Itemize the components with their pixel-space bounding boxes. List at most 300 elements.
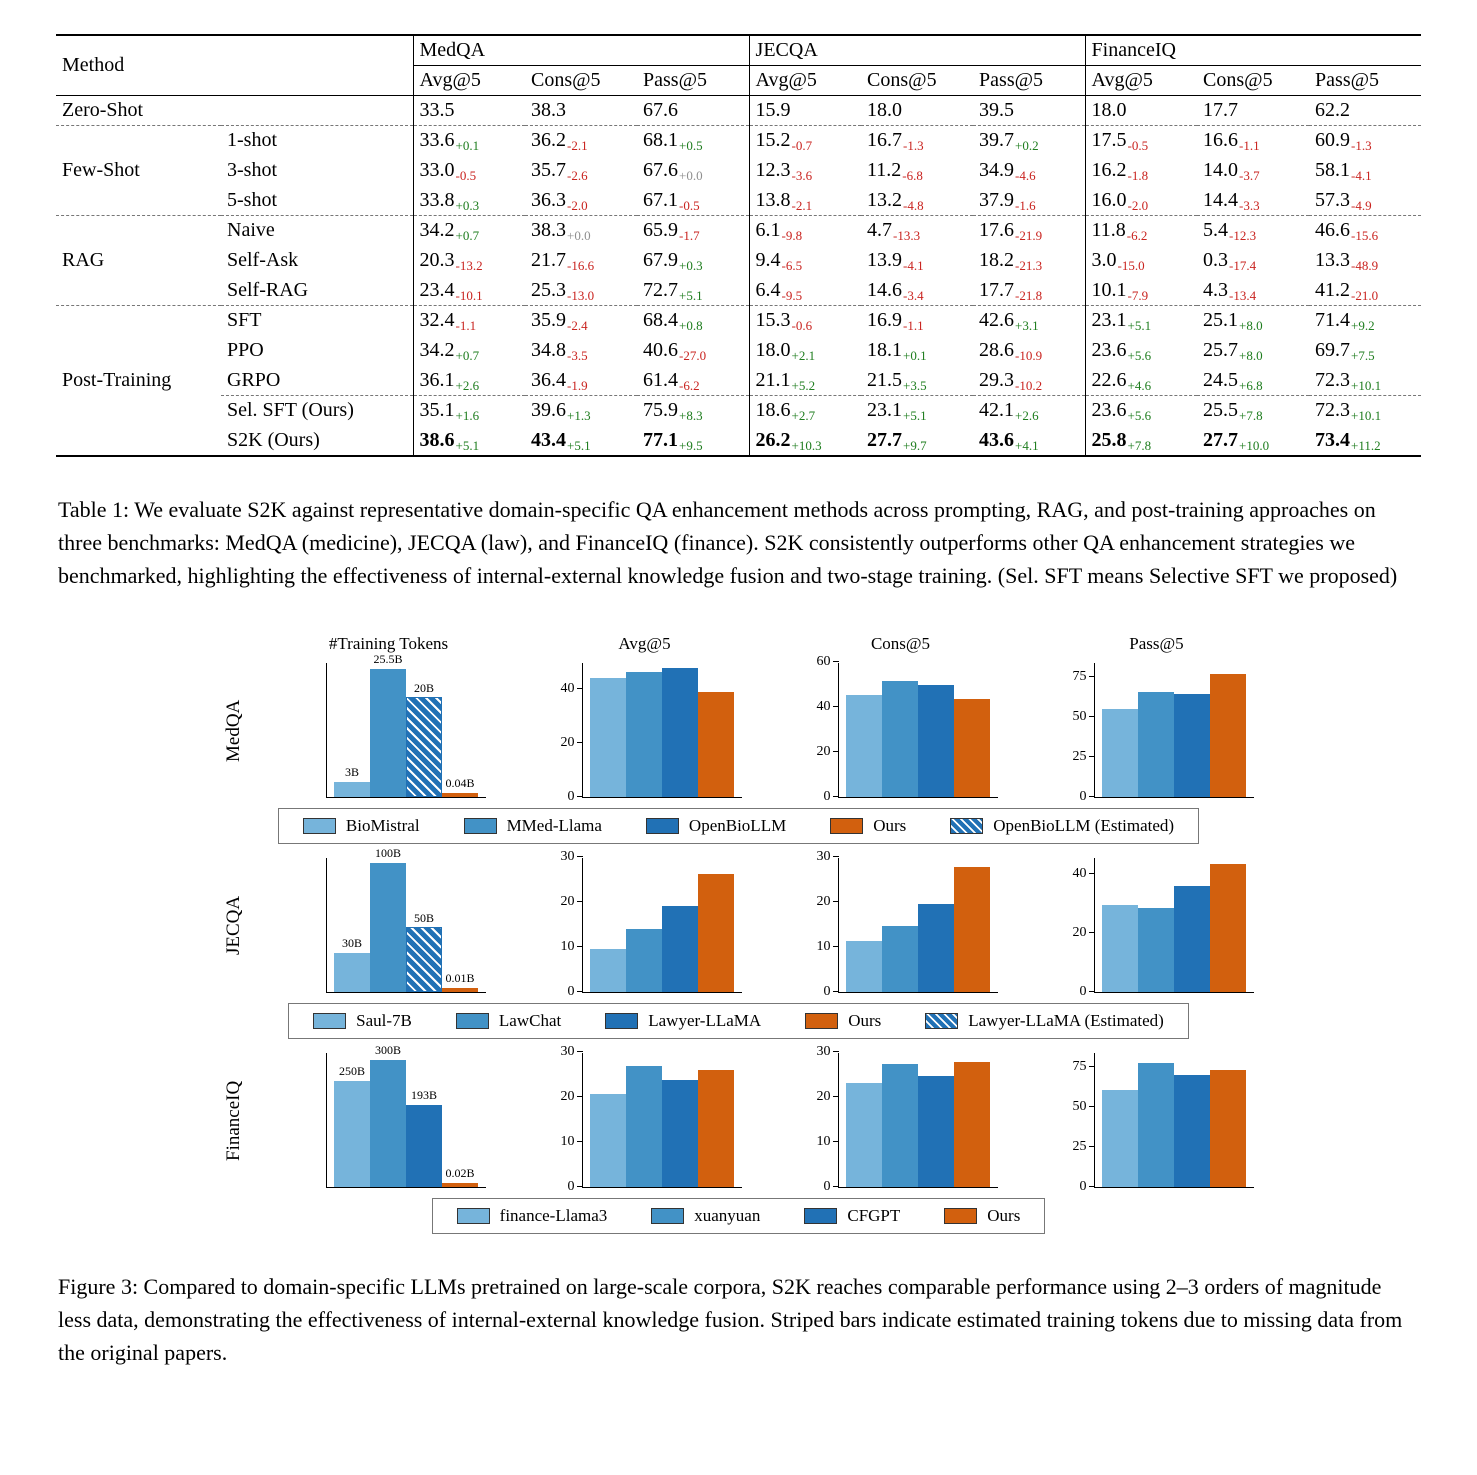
bar-xuanyuan bbox=[626, 1066, 662, 1187]
header-row-groups bbox=[56, 35, 1421, 66]
table-row bbox=[56, 306, 1421, 336]
metric-value: 4.7 bbox=[867, 219, 893, 242]
metric-delta: -1.1 bbox=[903, 318, 924, 334]
bar-mmed-llama bbox=[1138, 692, 1174, 796]
metric-cell bbox=[1309, 126, 1421, 156]
metric-delta: -6.2 bbox=[1126, 228, 1148, 244]
plot-area bbox=[816, 653, 998, 804]
legend-item bbox=[456, 1011, 561, 1031]
y-tick-label: 40 bbox=[560, 680, 575, 696]
metric-value: 25.8 bbox=[1091, 428, 1127, 451]
metric-cell bbox=[413, 306, 525, 336]
metric-cell bbox=[861, 126, 973, 156]
col-group-financeiq: FinanceIQ bbox=[1085, 35, 1421, 66]
metric-delta: -9.5 bbox=[781, 287, 803, 303]
y-tick-label: 40 bbox=[816, 698, 831, 714]
metric-value: 68.1 bbox=[643, 129, 678, 152]
metric-cell bbox=[1309, 96, 1421, 126]
metric-delta: -4.1 bbox=[903, 258, 924, 273]
metric-cell bbox=[413, 396, 525, 426]
bar-openbiollm bbox=[662, 668, 698, 796]
metric-cell bbox=[525, 336, 637, 366]
y-tick-label: 10 bbox=[560, 938, 575, 954]
metric-cell bbox=[973, 426, 1085, 456]
metric-cell bbox=[525, 246, 637, 276]
bar-lawchat bbox=[370, 845, 406, 992]
metric-cell bbox=[637, 276, 749, 306]
metric-cell bbox=[749, 306, 861, 336]
chart-row-financeiq bbox=[221, 1042, 1257, 1234]
metric-cell bbox=[413, 216, 525, 246]
bar-ours bbox=[442, 775, 478, 797]
metric-value: 24.5 bbox=[1203, 368, 1239, 391]
metric-cell bbox=[1309, 396, 1421, 426]
metric-cell bbox=[1085, 366, 1197, 396]
metric-delta: +0.7 bbox=[455, 228, 480, 244]
legend-label: OpenBioLLM bbox=[688, 815, 787, 835]
metric-cell bbox=[861, 336, 973, 366]
bar-value-label: 50B bbox=[413, 911, 435, 926]
metric-delta: -0.5 bbox=[1127, 138, 1149, 154]
metric-value: 35.1 bbox=[419, 399, 455, 422]
plot-area bbox=[816, 1043, 998, 1194]
metric-value: 26.2 bbox=[755, 428, 791, 451]
y-tick-label: 10 bbox=[816, 1133, 831, 1149]
metric-cell bbox=[973, 276, 1085, 306]
method-label: 3-shot bbox=[221, 156, 413, 186]
metric-cell bbox=[637, 306, 749, 336]
table-row bbox=[56, 426, 1421, 456]
metric-delta: +8.0 bbox=[1239, 348, 1263, 363]
legend-item bbox=[925, 1011, 1164, 1031]
y-tick-label: 0 bbox=[823, 1178, 831, 1194]
metric-value: 13.3 bbox=[1315, 249, 1351, 271]
metric-cell bbox=[749, 366, 861, 396]
col-header-avg-at-5: Avg@5 bbox=[1085, 66, 1197, 96]
metric-delta: +7.8 bbox=[1239, 408, 1263, 424]
metric-cell bbox=[525, 156, 637, 186]
table-caption: Table 1: We evaluate S2K against representative domain-specific QA enhancement methods across prompting, RAG, and post-training approaches on three benchmarks: MedQA (medicine), JECQA (law), and FinanceIQ (finance). S2K consistently outperforms other QA enhancement strategies we benchmarked, highlighting the effectiveness of internal-external knowledge fusion and two-stage training. (Sel. SFT means Selective SFT we proposed) bbox=[58, 496, 1398, 588]
y-tick-label: 30 bbox=[816, 1043, 831, 1059]
metric-delta: +5.1 bbox=[679, 287, 703, 303]
table-row bbox=[56, 186, 1421, 216]
legend-item bbox=[944, 1206, 1020, 1226]
legend-label: xuanyuan bbox=[694, 1205, 761, 1225]
metric-delta: +3.5 bbox=[903, 377, 927, 393]
metric-delta: -4.8 bbox=[903, 197, 924, 213]
metric-delta: -2.0 bbox=[1127, 197, 1149, 213]
metric-cell bbox=[637, 216, 749, 246]
col-header-pass-at-5: Pass@5 bbox=[973, 66, 1085, 96]
metric-delta: -6.2 bbox=[679, 377, 700, 393]
legend-item bbox=[830, 816, 906, 836]
metric-delta: -10.2 bbox=[1015, 377, 1043, 393]
metric-cell bbox=[637, 426, 749, 456]
bar-group bbox=[839, 1062, 998, 1187]
col-header-avg-at-5: Avg@5 bbox=[749, 66, 861, 96]
metric-cell bbox=[1309, 186, 1421, 216]
col-header-cons-at-5: Cons@5 bbox=[525, 66, 637, 96]
bar-finance-llama3 bbox=[334, 1064, 370, 1186]
metric-delta: -48.9 bbox=[1351, 258, 1379, 273]
method-label: GRPO bbox=[221, 366, 413, 396]
y-tick-label: 60 bbox=[816, 653, 831, 669]
bar-value-label: 20B bbox=[413, 680, 435, 695]
metric-value: 17.7 bbox=[979, 278, 1015, 301]
subplot-financeiq-tokens bbox=[289, 1042, 489, 1188]
legend-item bbox=[804, 1206, 900, 1226]
metric-value: 42.1 bbox=[979, 399, 1015, 422]
metric-delta: -6.5 bbox=[781, 258, 803, 273]
metric-value: 57.3 bbox=[1315, 188, 1351, 211]
y-tick-label: 20 bbox=[816, 893, 831, 909]
metric-value: 15.3 bbox=[755, 309, 791, 332]
metric-delta: -13.3 bbox=[893, 228, 921, 244]
y-tick-label: 0 bbox=[567, 1178, 575, 1194]
metric-value: 25.3 bbox=[531, 278, 566, 301]
chart-plots-medqa bbox=[221, 633, 1257, 804]
metric-value: 4.3 bbox=[1203, 278, 1229, 301]
plot-area bbox=[1072, 663, 1254, 804]
metric-value: 15.2 bbox=[755, 129, 791, 152]
table-row bbox=[56, 276, 1421, 306]
metric-delta: +0.8 bbox=[679, 318, 703, 334]
y-tick-label: 50 bbox=[1072, 1099, 1087, 1115]
metric-delta: +6.8 bbox=[1239, 377, 1263, 393]
bar-cfgpt bbox=[406, 1088, 442, 1186]
method-label: SFT bbox=[221, 306, 413, 336]
metric-value: 21.1 bbox=[755, 368, 791, 391]
metric-value: 18.0 bbox=[1091, 99, 1127, 121]
metric-delta: +10.0 bbox=[1239, 437, 1270, 453]
metric-delta: +2.6 bbox=[455, 377, 480, 393]
metric-cell bbox=[861, 156, 973, 186]
bar-openbiollm bbox=[918, 685, 954, 796]
metric-value: 18.0 bbox=[755, 339, 791, 361]
bar-cfgpt bbox=[662, 1080, 698, 1186]
plot-area bbox=[560, 663, 742, 804]
metric-cell bbox=[525, 396, 637, 426]
metric-value: 38.6 bbox=[419, 428, 455, 451]
chart-plots-jecqa bbox=[221, 845, 1257, 999]
subplot-title: #Training Tokens bbox=[328, 633, 449, 653]
method-group-label: RAG bbox=[56, 216, 221, 306]
metric-value: 13.8 bbox=[755, 188, 791, 211]
y-tick-label: 20 bbox=[816, 1088, 831, 1104]
bar-ours bbox=[1210, 1070, 1246, 1187]
metric-value: 34.2 bbox=[419, 339, 455, 361]
bar-xuanyuan bbox=[882, 1064, 918, 1186]
legend-label: LawChat bbox=[498, 1010, 562, 1030]
metric-value: 20.3 bbox=[419, 249, 455, 271]
metric-delta: -0.5 bbox=[679, 197, 700, 213]
col-header-cons-at-5: Cons@5 bbox=[861, 66, 973, 96]
metric-cell bbox=[637, 126, 749, 156]
metric-value: 14.6 bbox=[867, 278, 903, 301]
bar-value-label: 25.5B bbox=[373, 652, 403, 666]
metric-cell bbox=[525, 186, 637, 216]
bar-lawchat bbox=[882, 926, 918, 991]
subplot-medqa-pass-at-5 bbox=[1057, 633, 1257, 804]
bar-finance-llama3 bbox=[846, 1083, 882, 1187]
metric-value: 40.6 bbox=[643, 339, 678, 361]
bar-mmed-llama bbox=[882, 681, 918, 797]
metric-value: 67.9 bbox=[643, 249, 678, 271]
metric-cell bbox=[1197, 246, 1309, 276]
legend-label: CFGPT bbox=[847, 1205, 901, 1225]
metric-cell bbox=[413, 336, 525, 366]
legend-item bbox=[651, 1206, 760, 1226]
metric-delta: -1.7 bbox=[679, 228, 700, 244]
metric-cell bbox=[973, 366, 1085, 396]
metric-value: 6.4 bbox=[755, 278, 781, 301]
metric-value: 17.6 bbox=[979, 219, 1015, 242]
metric-cell bbox=[413, 186, 525, 216]
metric-cell bbox=[749, 336, 861, 366]
metric-value: 72.7 bbox=[643, 278, 678, 301]
legend-item bbox=[313, 1011, 412, 1031]
metric-cell bbox=[1197, 216, 1309, 246]
y-tick-mark bbox=[833, 661, 839, 662]
metric-value: 39.5 bbox=[979, 99, 1015, 121]
metric-delta: +5.1 bbox=[903, 408, 927, 424]
metric-cell bbox=[1085, 336, 1197, 366]
col-group-medqa: MedQA bbox=[413, 35, 749, 66]
y-tick-label: 20 bbox=[560, 893, 575, 909]
metric-delta: +5.1 bbox=[1127, 318, 1152, 334]
metric-value: 67.6 bbox=[643, 99, 678, 121]
metric-cell bbox=[413, 246, 525, 276]
legend-medqa bbox=[278, 808, 1199, 844]
metric-delta: +10.1 bbox=[1351, 377, 1382, 393]
metric-delta: -1.1 bbox=[1239, 138, 1260, 154]
metric-cell bbox=[1309, 336, 1421, 366]
metric-value: 16.0 bbox=[1091, 188, 1127, 211]
method-label: Naive bbox=[221, 216, 413, 246]
metric-cell bbox=[973, 246, 1085, 276]
method-group-label: Few-Shot bbox=[56, 126, 221, 216]
subplot-financeiq-pass-at-5 bbox=[1057, 1053, 1257, 1194]
metric-value: 68.4 bbox=[643, 309, 678, 332]
metric-delta: +9.7 bbox=[903, 437, 927, 453]
metric-value: 16.6 bbox=[1203, 129, 1239, 152]
chart-row-jecqa bbox=[221, 845, 1257, 1039]
y-tick-label: 30 bbox=[560, 1043, 575, 1059]
metric-value: 12.3 bbox=[755, 159, 791, 181]
legend-wrap bbox=[221, 1198, 1257, 1234]
metric-value: 0.3 bbox=[1203, 249, 1229, 271]
metric-value: 23.1 bbox=[867, 399, 903, 422]
y-tick-label: 10 bbox=[560, 1133, 575, 1149]
metric-delta: +1.6 bbox=[455, 408, 480, 424]
metric-value: 17.7 bbox=[1203, 99, 1239, 121]
col-header-pass-at-5: Pass@5 bbox=[1309, 66, 1421, 96]
plot-area bbox=[1072, 858, 1254, 999]
metric-value: 17.5 bbox=[1091, 129, 1127, 152]
bar-ours bbox=[954, 1062, 990, 1187]
bar-saul-7b bbox=[846, 941, 882, 991]
metric-value: 25.5 bbox=[1203, 399, 1239, 422]
metric-cell bbox=[637, 246, 749, 276]
metric-cell bbox=[749, 396, 861, 426]
metric-cell bbox=[973, 336, 1085, 366]
metric-delta: -3.4 bbox=[903, 287, 924, 303]
bar-lawyer-llama bbox=[662, 906, 698, 992]
method-label: Self-RAG bbox=[221, 276, 413, 306]
metric-value: 15.9 bbox=[755, 99, 791, 121]
legend-label: OpenBioLLM (Estimated) bbox=[993, 815, 1175, 835]
metric-delta: -2.0 bbox=[567, 197, 588, 213]
bar-lawchat bbox=[626, 929, 662, 991]
legend-item bbox=[605, 1011, 761, 1031]
metric-value: 60.9 bbox=[1315, 129, 1351, 152]
metric-cell bbox=[973, 396, 1085, 426]
table-row bbox=[56, 216, 1421, 246]
metric-cell bbox=[749, 156, 861, 186]
metric-delta: +2.6 bbox=[1015, 408, 1039, 424]
subplot-medqa-cons-at-5 bbox=[801, 633, 1001, 804]
metric-delta: +10.3 bbox=[791, 437, 822, 453]
y-tick-label: 20 bbox=[1072, 924, 1087, 940]
metric-delta: -21.0 bbox=[1351, 287, 1379, 303]
metric-delta: -13.4 bbox=[1229, 287, 1257, 303]
metric-delta: -2.4 bbox=[567, 318, 588, 334]
subplot-jecqa-cons-at-5 bbox=[801, 848, 1001, 999]
metric-cell bbox=[413, 366, 525, 396]
metric-value: 77.1 bbox=[643, 428, 678, 451]
metric-cell bbox=[973, 96, 1085, 126]
metric-delta: -21.8 bbox=[1015, 287, 1043, 303]
metric-delta: -9.8 bbox=[781, 228, 803, 244]
metric-cell bbox=[1085, 276, 1197, 306]
legend-financeiq bbox=[432, 1198, 1046, 1234]
bar-group bbox=[839, 681, 998, 797]
metric-value: 23.4 bbox=[419, 278, 455, 301]
plot-area bbox=[816, 848, 998, 999]
legend-label: Lawyer-LLaMA (Estimated) bbox=[968, 1010, 1164, 1030]
bar-group bbox=[327, 652, 486, 797]
metric-delta: +0.1 bbox=[903, 348, 927, 363]
table-row bbox=[56, 366, 1421, 396]
metric-cell bbox=[861, 96, 973, 126]
results-table bbox=[56, 34, 1421, 457]
metric-cell bbox=[1309, 156, 1421, 186]
metric-cell bbox=[637, 156, 749, 186]
y-tick-label: 20 bbox=[560, 1088, 575, 1104]
metric-delta: +0.0 bbox=[679, 168, 703, 183]
bar-group bbox=[327, 845, 486, 992]
metric-cell bbox=[1085, 216, 1197, 246]
metric-cell bbox=[413, 276, 525, 306]
metric-value: 34.2 bbox=[419, 219, 455, 242]
metric-value: 69.7 bbox=[1315, 339, 1351, 361]
bar-xuanyuan bbox=[370, 1042, 406, 1187]
metric-cell bbox=[973, 186, 1085, 216]
metric-delta: -3.7 bbox=[1239, 168, 1260, 183]
y-tick-label: 30 bbox=[560, 848, 575, 864]
y-tick-label: 0 bbox=[567, 983, 575, 999]
metric-cell bbox=[525, 366, 637, 396]
bar-value-label: 250B bbox=[338, 1064, 366, 1079]
metric-delta: +8.3 bbox=[679, 408, 703, 424]
metric-cell bbox=[525, 216, 637, 246]
legend-label: Lawyer-LLaMA bbox=[648, 1010, 762, 1030]
metric-cell bbox=[861, 396, 973, 426]
metric-value: 5.4 bbox=[1203, 219, 1229, 242]
metric-cell bbox=[637, 186, 749, 216]
legend-swatch bbox=[925, 1013, 958, 1029]
bar-ours bbox=[1210, 864, 1246, 992]
method-group-label: Post-Training bbox=[56, 306, 221, 456]
metric-value: 33.5 bbox=[419, 99, 455, 121]
metric-cell bbox=[1085, 186, 1197, 216]
metric-delta: -4.6 bbox=[1015, 168, 1036, 183]
bar-group bbox=[583, 874, 742, 992]
metric-value: 35.7 bbox=[531, 159, 566, 181]
bar-group bbox=[583, 668, 742, 796]
metric-value: 27.7 bbox=[1203, 428, 1239, 451]
legend-swatch bbox=[303, 818, 336, 834]
metric-cell bbox=[413, 426, 525, 456]
table-row bbox=[56, 156, 1421, 186]
legend-swatch bbox=[651, 1208, 684, 1224]
y-tick-label: 25 bbox=[1072, 1138, 1087, 1154]
metric-value: 18.1 bbox=[867, 339, 903, 361]
bar-saul-7b bbox=[590, 949, 626, 992]
bar-finance-llama3 bbox=[590, 1094, 626, 1186]
metric-value: 36.4 bbox=[531, 368, 566, 391]
bar-group bbox=[1095, 864, 1254, 992]
legend-item bbox=[950, 816, 1174, 836]
bar-ours bbox=[1210, 674, 1246, 796]
metric-delta: -15.6 bbox=[1351, 228, 1379, 244]
legend-swatch bbox=[464, 818, 497, 834]
metric-delta: -6.8 bbox=[902, 168, 923, 183]
metric-cell bbox=[1197, 366, 1309, 396]
legend-item bbox=[464, 816, 602, 836]
legend-label: Saul-7B bbox=[356, 1010, 412, 1030]
metric-value: 75.9 bbox=[643, 399, 678, 422]
results-table-body bbox=[56, 96, 1421, 456]
metric-value: 3.0 bbox=[1091, 249, 1117, 271]
subplot-title: Pass@5 bbox=[1129, 633, 1184, 653]
metric-value: 58.1 bbox=[1315, 159, 1351, 181]
legend-swatch bbox=[456, 1013, 489, 1029]
figure-3 bbox=[221, 634, 1257, 1234]
metric-delta: -17.4 bbox=[1229, 258, 1257, 273]
subplot-financeiq-cons-at-5 bbox=[801, 1043, 1001, 1194]
legend-jecqa bbox=[288, 1003, 1189, 1039]
subplot-medqa-tokens bbox=[289, 634, 489, 798]
bar-value-label: 0.01B bbox=[445, 970, 475, 985]
legend-label: finance-Llama3 bbox=[499, 1205, 608, 1225]
metric-value: 18.2 bbox=[979, 249, 1015, 271]
metric-value: 28.6 bbox=[979, 339, 1015, 361]
bar-biomistral bbox=[334, 764, 370, 797]
bar-group bbox=[839, 867, 998, 992]
metric-delta: +0.3 bbox=[679, 258, 703, 273]
metric-value: 34.9 bbox=[979, 159, 1015, 181]
col-header-cons-at-5: Cons@5 bbox=[1197, 66, 1309, 96]
metric-delta: -2.1 bbox=[567, 138, 588, 154]
metric-value: 23.6 bbox=[1091, 399, 1127, 422]
bar-ours bbox=[954, 867, 990, 992]
metric-value: 72.3 bbox=[1315, 399, 1351, 422]
metric-value: 18.6 bbox=[755, 399, 791, 422]
legend-wrap bbox=[221, 1003, 1257, 1039]
legend-label: Ours bbox=[873, 815, 907, 835]
bar-openbiollm bbox=[1174, 694, 1210, 796]
